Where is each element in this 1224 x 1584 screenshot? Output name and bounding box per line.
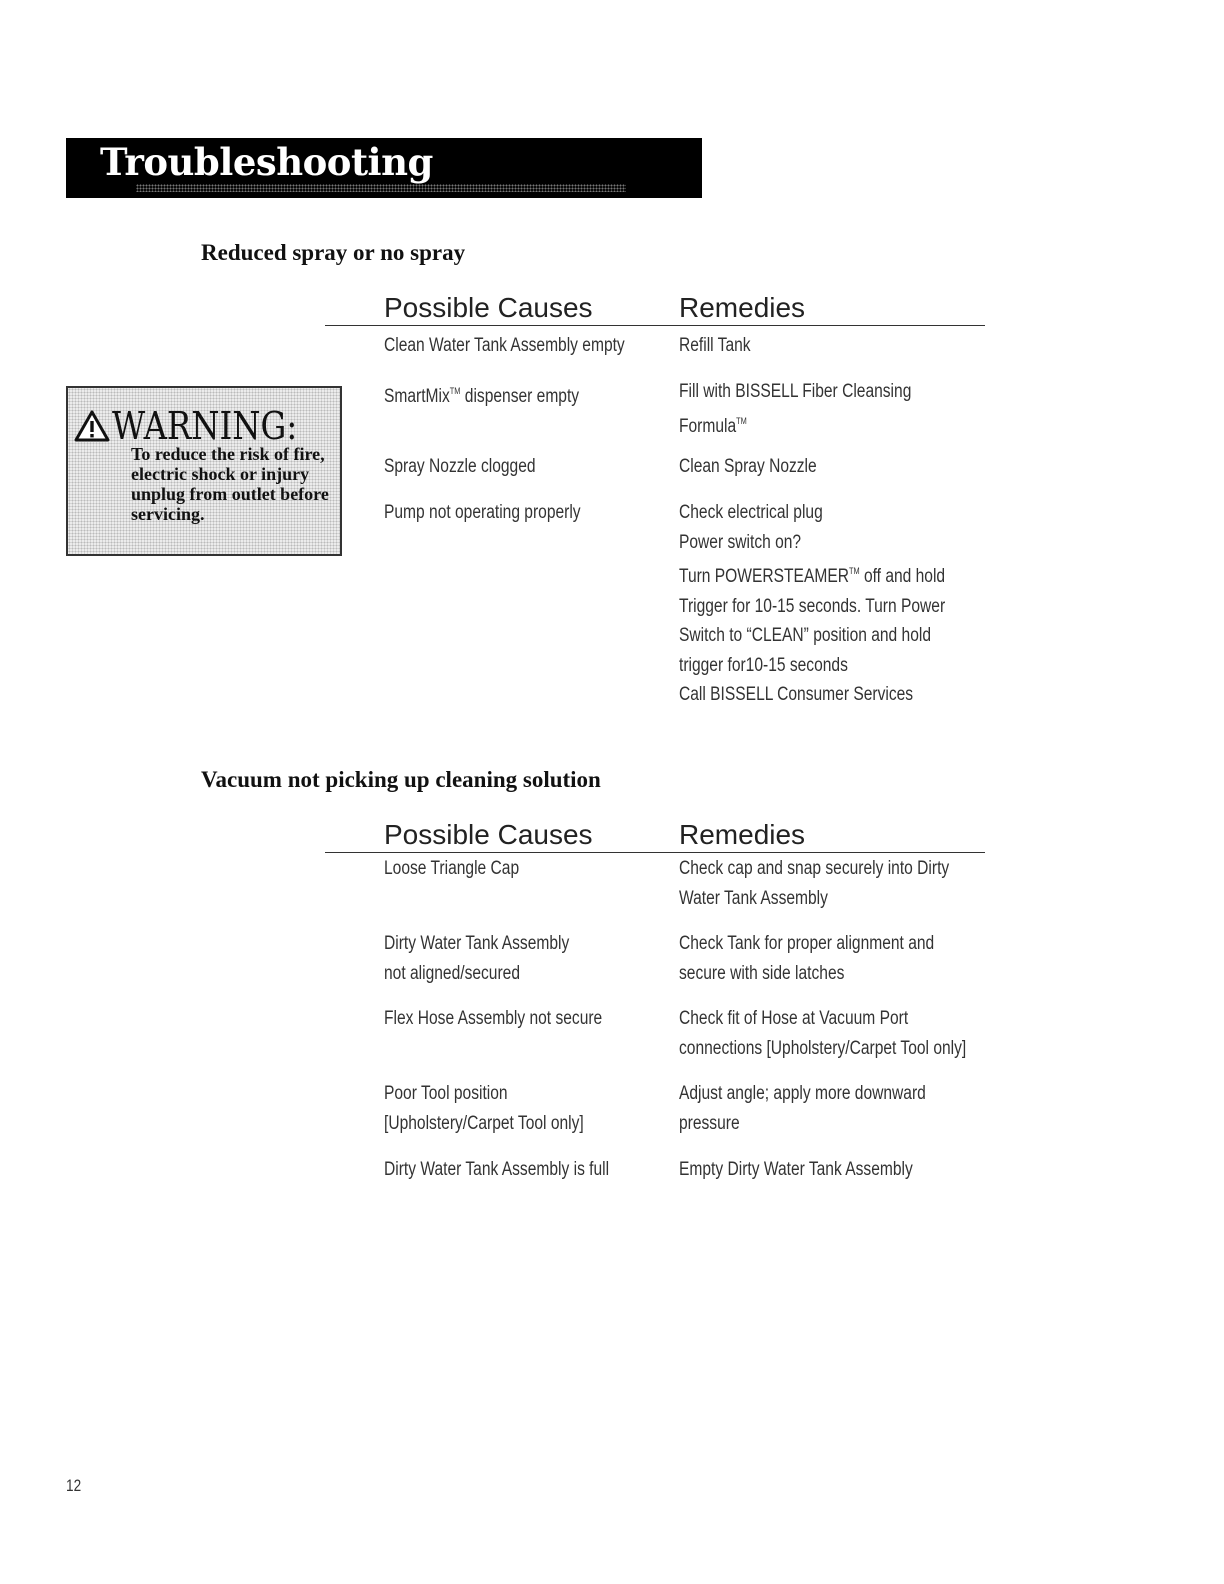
- cause-cell: Flex Hose Assembly not secure: [384, 1008, 603, 1029]
- causes-column-header: Possible Causes: [384, 819, 593, 850]
- cause-cell: Loose Triangle Cap: [384, 858, 520, 879]
- trademark-mark: TM: [736, 415, 747, 426]
- page-number: 12: [66, 1476, 82, 1495]
- warning-box: [66, 386, 342, 556]
- remedy-cell: Check fit of Hose at Vacuum Port connections [Upholstery/Carpet Tool only]: [679, 1008, 967, 1059]
- cause-cell: Dirty Water Tank Assembly not aligned/secured: [384, 933, 570, 984]
- remedy-cell: Clean Spray Nozzle: [679, 456, 817, 477]
- trademark-mark: TM: [449, 386, 461, 396]
- table-header-rule: [325, 852, 985, 853]
- remedy-cell: Fill with BISSELL Fiber Cleansing Formula™: [679, 381, 912, 437]
- remedies-column-header: Remedies: [679, 292, 806, 323]
- remedy-cell: Empty Dirty Water Tank Assembly: [679, 1159, 913, 1180]
- table-header-rule: [325, 325, 985, 326]
- warning-triangle-icon: [74, 410, 110, 442]
- page-title-banner: [66, 138, 702, 198]
- cause-cell: Dirty Water Tank Assembly is full: [384, 1159, 610, 1180]
- warning-title: WARNING:: [112, 404, 298, 448]
- cause-cell: Pump not operating properly: [384, 502, 581, 523]
- section-heading: Reduced spray or no spray: [201, 240, 466, 265]
- remedy-cell: Refill Tank: [679, 335, 751, 356]
- cause-cell: Clean Water Tank Assembly empty: [384, 335, 625, 356]
- remedy-cell: Adjust angle; apply more downward pressure: [679, 1083, 926, 1134]
- warning-text: To reduce the risk of fire, electric shock or injury unplug from outlet before servicing.: [131, 444, 329, 524]
- cause-cell: Spray Nozzle clogged: [384, 456, 536, 477]
- remedy-cell: Check cap and snap securely into Dirty Water Tank Assembly: [679, 858, 950, 909]
- trademark-mark: TM: [848, 566, 860, 576]
- section-heading: Vacuum not picking up cleaning solution: [201, 767, 601, 792]
- remedy-cell: Check electrical plug Power switch on? Turn POWERSTEAMER™ off and hold Trigger for 10-15 seconds. Turn Power Switch to “CLEAN” position and hold trigger for10-15 seconds Call BISSELL Consumer Services: [679, 502, 946, 705]
- page-title: Troubleshooting: [100, 140, 433, 184]
- cause-cell: SmartMix™ dispenser empty: [384, 386, 580, 407]
- cause-cell: Poor Tool position [Upholstery/Carpet Tool only]: [384, 1083, 584, 1134]
- remedies-column-header: Remedies: [679, 819, 806, 850]
- banner-dot-pattern: [136, 184, 626, 192]
- remedy-cell: Check Tank for proper alignment and secure with side latches: [679, 933, 935, 984]
- causes-column-header: Possible Causes: [384, 292, 593, 323]
